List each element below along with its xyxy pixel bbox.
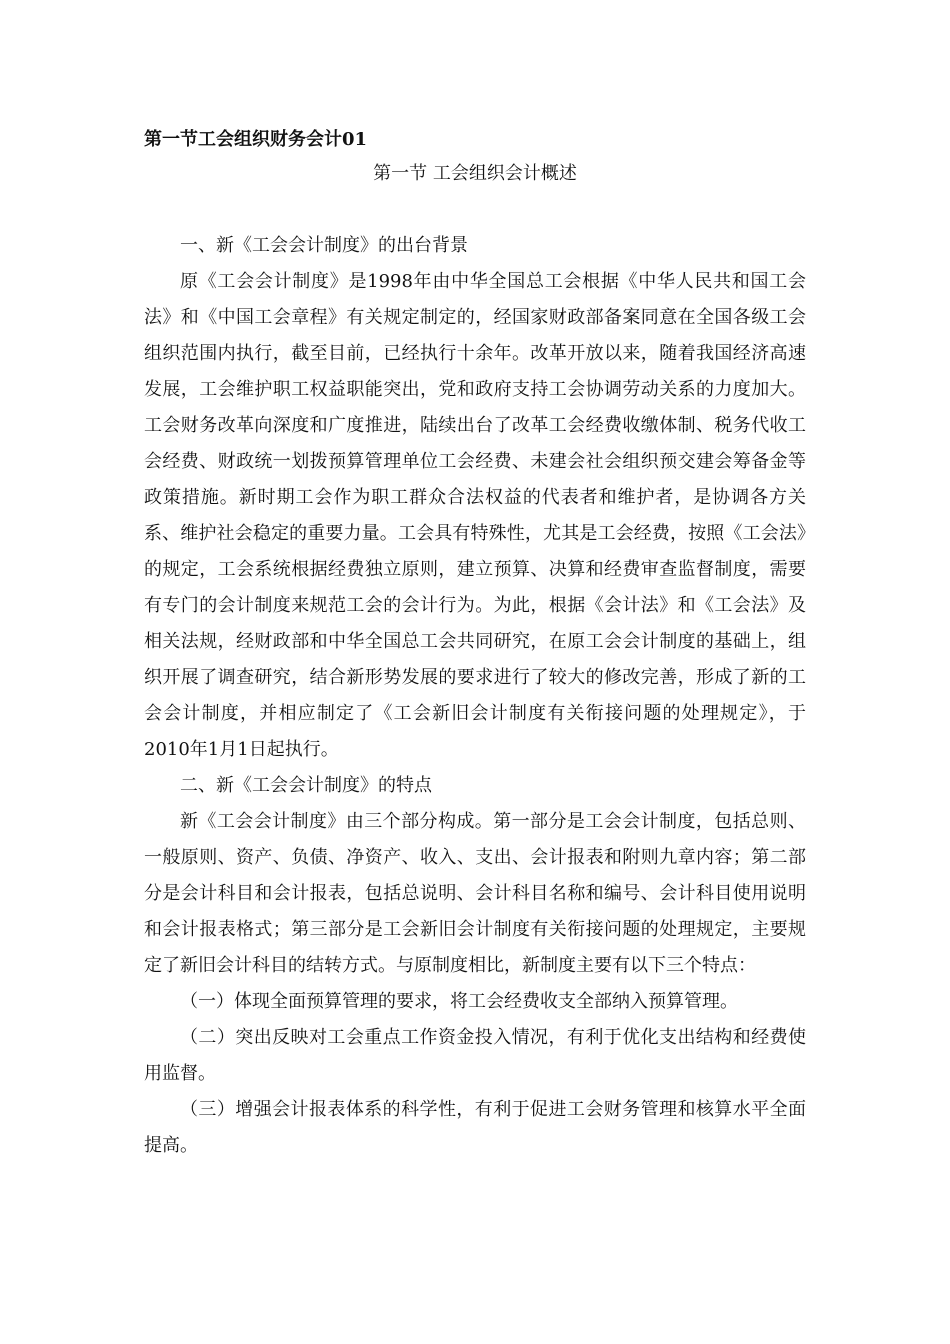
section-heading-features: 二、新《工会会计制度》的特点 (180, 775, 432, 796)
document-title: 第一节工会组织财务会计01 (144, 129, 368, 150)
paragraph-feature-1: （一）体现全面预算管理的要求，将工会经费收支全部纳入预算管理。 (180, 991, 738, 1012)
section-heading-background: 一、新《工会会计制度》的出台背景 (180, 235, 468, 256)
paragraph-feature-3: （三）增强会计报表体系的科学性，有利于促进工会财务管理和核算水平全面提高。 (144, 1099, 806, 1156)
paragraph-feature-2: （二）突出反映对工会重点工作资金投入情况，有利于优化支出结构和经费使用监督。 (144, 1027, 806, 1084)
paragraph-features-intro: 新《工会会计制度》由三个部分构成。第一部分是工会会计制度，包括总则、一般原则、资产、负债、净资产、收入、支出、会计报表和附则九章内容；第二部分是会计科目和会计报表，包括总说明、会计科目名称和编号、会计科目使用说明和会计报表格式；第三部分是工会新旧会计制度有关衔接问题的处理规定，主要规定了新旧会计科目的结转方式。与原制度相比，新制度主要有以下三个特点： (144, 811, 806, 976)
document-body (144, 228, 806, 1164)
paragraph-background: 原《工会会计制度》是1998年由中华全国总工会根据《中华人民共和国工会法》和《中国工会章程》有关规定制定的，经国家财政部备案同意在全国各级工会组织范围内执行，截至目前，已经执行十余年。改革开放以来，随着我国经济高速发展，工会维护职工权益职能突出，党和政府支持工会协调劳动关系的力度加大。工会财务改革向深度和广度推进，陆续出台了改革工会经费收缴体制、税务代收工会经费、财政统一划拨预算管理单位工会经费、未建会社会组织预交建会筹备金等政策措施。新时期工会作为职工群众合法权益的代表者和维护者，是协调各方关系、维护社会稳定的重要力量。工会具有特殊性，尤其是工会经费，按照《工会法》的规定，工会系统根据经费独立原则，建立预算、决算和经费审查监督制度，需要有专门的会计制度来规范工会的会计行为。为此，根据《会计法》和《工会法》及相关法规，经财政部和中华全国总工会共同研究，在原工会会计制度的基础上，组织开展了调查研究，结合新形势发展的要求进行了较大的修改完善，形成了新的工会会计制度，并相应制定了《工会新旧会计制度有关衔接问题的处理规定》，于2010年1月1日起执行。 (144, 271, 806, 760)
section-title: 第一节 工会组织会计概述 (373, 163, 577, 184)
